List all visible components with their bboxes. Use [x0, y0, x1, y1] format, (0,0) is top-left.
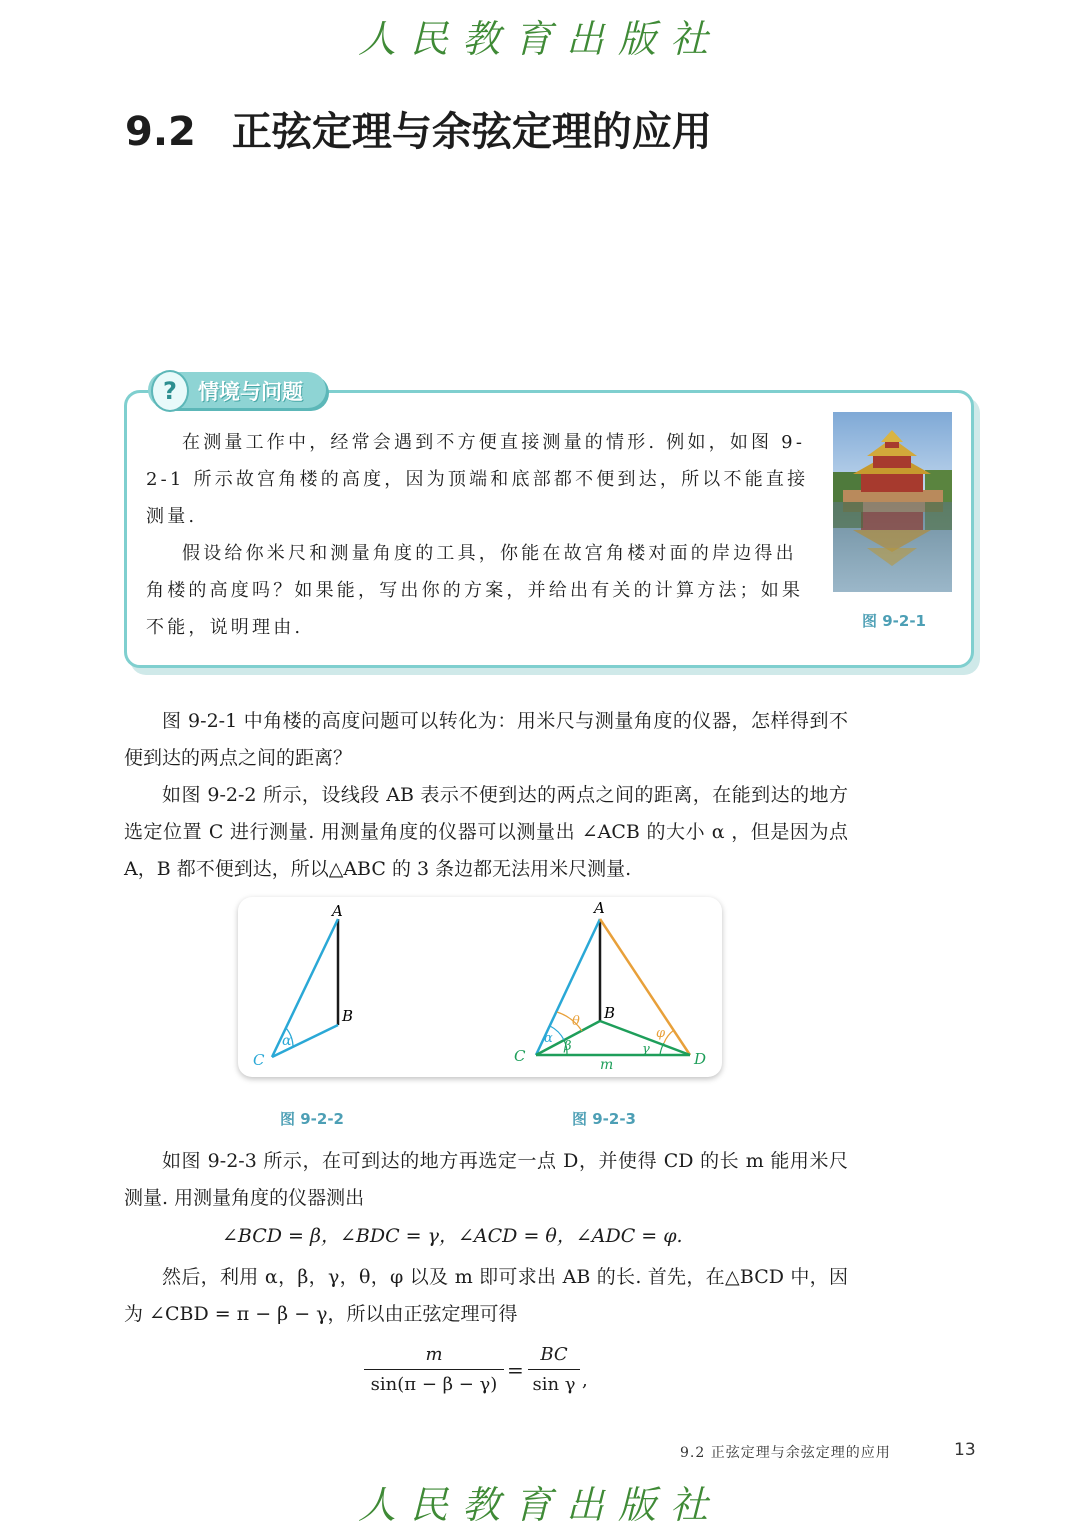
- angle-equations: ∠BCD = β，∠BDC = γ，∠ACD = θ，∠ADC = φ.: [222, 1225, 683, 1247]
- label-m: m: [600, 1057, 614, 1073]
- label-b-2: B: [604, 1004, 616, 1022]
- label-a: A: [332, 902, 343, 920]
- figure-9-2-3: [514, 899, 706, 1073]
- fraction-right-bar: [528, 1369, 580, 1370]
- label-alpha-2: α: [544, 1031, 553, 1046]
- label-d: D: [694, 1050, 707, 1068]
- body-section-2: [124, 1143, 848, 1217]
- figure-9-2-3-caption: 图 9-2-3: [572, 1110, 636, 1128]
- label-a-2: A: [594, 899, 605, 917]
- segment-da: [600, 919, 690, 1055]
- running-footer-title: 9.2 正弦定理与余弦定理的应用: [680, 1445, 891, 1461]
- scenario-tag-label: 情境与问题: [198, 380, 303, 404]
- label-c-2: C: [514, 1047, 526, 1065]
- body-section-3: [124, 1259, 848, 1333]
- label-alpha: α: [282, 1033, 292, 1049]
- fraction-left-bar: [364, 1369, 504, 1370]
- label-gamma: γ: [642, 1042, 650, 1057]
- scenario-text: [146, 424, 814, 646]
- figure-9-2-1-caption: 图 9-2-1: [862, 612, 926, 630]
- fraction-left-denominator: sin(π − β − γ): [370, 1374, 498, 1395]
- label-phi: φ: [656, 1026, 666, 1041]
- section-title: [125, 100, 712, 157]
- figure-9-2-2-caption: 图 9-2-2: [280, 1110, 344, 1128]
- scenario-paragraph-2: 假设给你米尺和测量角度的工具，你能在故宫角楼对面的岸边得出角楼的高度吗？如果能，写出你的方案，并给出有关的计算方法；如果不能，说明理由.: [146, 543, 804, 638]
- corner-tower-photo: [833, 412, 952, 592]
- page-number: 13: [954, 1440, 976, 1460]
- fraction-right-numerator: BC: [540, 1344, 568, 1365]
- label-c: C: [253, 1051, 265, 1069]
- label-theta: θ: [572, 1014, 580, 1029]
- publisher-logo-header: 人民教育出版社: [357, 17, 722, 61]
- section-title-text: 正弦定理与余弦定理的应用: [231, 109, 712, 155]
- label-beta: β: [564, 1039, 572, 1054]
- fraction-left-numerator: m: [425, 1344, 443, 1365]
- figure-9-2-2: [253, 902, 353, 1069]
- publisher-logo-footer: 人民教育出版社: [357, 1483, 722, 1527]
- scenario-paragraph-1: 在测量工作中，经常会遇到不方便直接测量的情形. 例如，如图 9-2-1 所示故宫角楼的高度，因为顶端和底部都不便到达，所以不能直接测量.: [146, 432, 809, 527]
- body-paragraph-3: 如图 9-2-3 所示，在可到达的地方再选定一点 D，并使得 CD 的长 m 能用米尺测量. 用测量角度的仪器测出: [124, 1150, 848, 1209]
- label-b: B: [342, 1007, 354, 1025]
- fraction-right-denominator: sin γ: [532, 1374, 576, 1395]
- question-icon: ?: [151, 370, 189, 412]
- body-paragraph-4: 然后，利用 α，β，γ，θ，φ 以及 m 即可求出 AB 的长. 首先，在△BCD 中，因为 ∠CBD = π − β − γ，所以由正弦定理可得: [124, 1266, 848, 1325]
- fraction-equals: =: [507, 1358, 524, 1382]
- body-paragraph-2: 如图 9-2-2 所示，设线段 AB 表示不便到达的两点之间的距离，在能到达的地方选定位置 C 进行测量. 用测量角度的仪器可以测量出 ∠ACB 的大小 α ，但是因为点 A，B 都不便到达，所以△ABC 的 3 条边都无法用米尺测量.: [124, 784, 848, 880]
- angle-phi-arc: [664, 1030, 674, 1043]
- geometry-figures: [238, 897, 722, 1077]
- fraction-tail: ,: [582, 1370, 588, 1391]
- section-number: 9.2: [125, 109, 196, 155]
- body-section-1: [124, 703, 848, 888]
- body-paragraph-1: 图 9-2-1 中角楼的高度问题可以转化为：用米尺与测量角度的仪器，怎样得到不便到达的两点之间的距离？: [124, 710, 848, 769]
